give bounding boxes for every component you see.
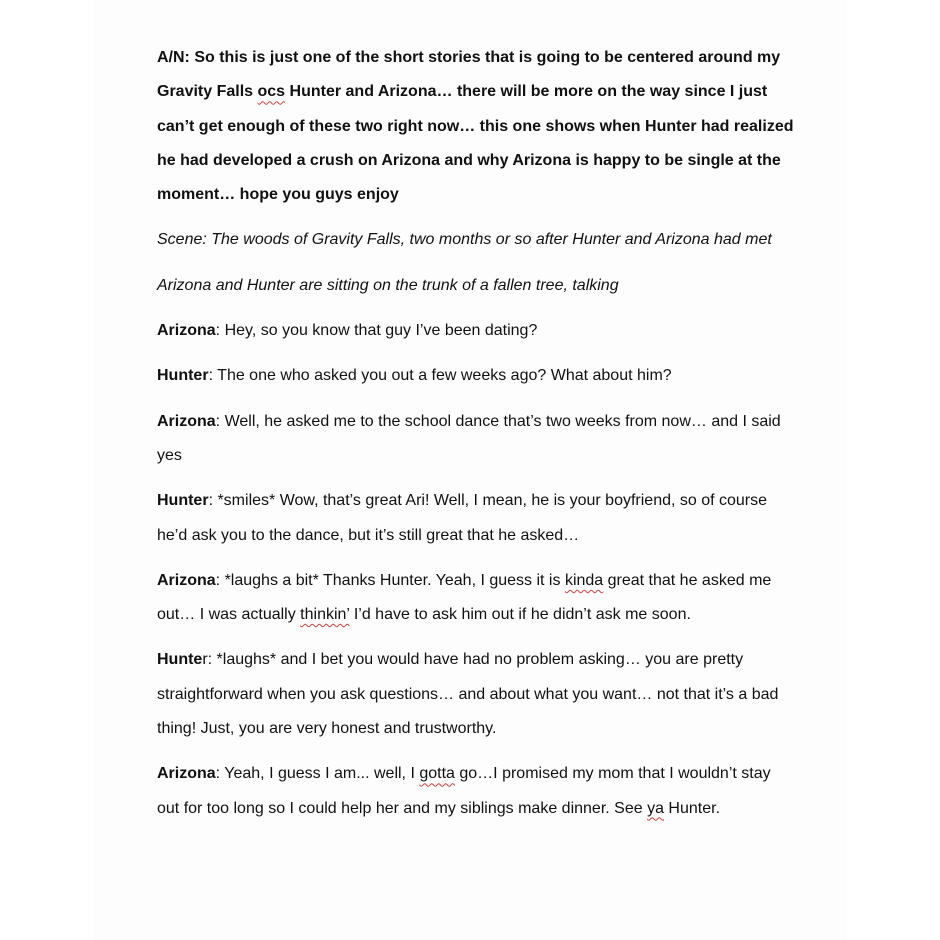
dialogue-text: : Well, he asked me to the school dance that’s two weeks from now… and I said yes bbox=[157, 412, 781, 464]
speaker-name: Hunter bbox=[157, 367, 209, 385]
speaker-name: Hunter bbox=[157, 492, 209, 510]
spellcheck-word[interactable]: gotta bbox=[419, 765, 455, 783]
dialogue-text: go…I promised my mom that I wouldn’t stay out for too long so I could help her and my siblings make dinner. See bbox=[157, 765, 771, 817]
spellcheck-word[interactable]: kinda bbox=[564, 571, 604, 589]
speaker-name: Arizona bbox=[157, 322, 216, 340]
dialogue-line bbox=[157, 484, 797, 553]
document-body bbox=[157, 41, 797, 837]
dialogue-text: : Yeah, I guess I am... well, I bbox=[215, 765, 420, 783]
dialogue-text: : *smiles* Wow, that’s great Ari! Well, I mean, he is your boyfriend, so of course he’d ask you to the dance, but it’s still great that he asked… bbox=[157, 492, 768, 544]
authors-note bbox=[157, 41, 797, 212]
action-description: Arizona and Hunter are sitting on the trunk of a fallen tree, talking bbox=[157, 276, 619, 294]
speaker-name: Arizona bbox=[157, 765, 216, 783]
dialogue-text: : Hey, so you know that guy I’ve been dating? bbox=[215, 322, 538, 340]
speaker-name: Arizona bbox=[157, 571, 216, 589]
scene-description: Scene: The woods of Gravity Falls, two months or so after Hunter and Arizona had met bbox=[157, 231, 772, 249]
speaker-name-rest: r bbox=[202, 651, 208, 669]
authors-note-text-cont: Hunter and Arizona… there will be more on the way since I just can’t get enough of these two right now… this one shows when Hunter had realized he had developed a crush on Arizona and why Arizona is happy to be single at the moment… hope you guys enjoy bbox=[157, 83, 794, 204]
dialogue-line bbox=[157, 405, 797, 474]
dialogue-line bbox=[157, 564, 797, 633]
dialogue-text: Hunter. bbox=[663, 799, 721, 817]
speaker-name: Arizona bbox=[157, 412, 216, 430]
dialogue-line bbox=[157, 643, 797, 746]
dialogue-line bbox=[157, 314, 797, 348]
dialogue-line bbox=[157, 359, 797, 393]
dialogue-text: : The one who asked you out a few weeks ago? What about him? bbox=[208, 367, 672, 385]
spellcheck-word[interactable]: ocs bbox=[257, 83, 286, 101]
dialogue-text: great that he asked me out… I was actually bbox=[157, 571, 772, 624]
spellcheck-word[interactable]: thinkin’ bbox=[300, 606, 350, 624]
spellcheck-word[interactable]: ya bbox=[647, 799, 664, 817]
dialogue-text: I’d have to ask him out if he didn’t ask me soon. bbox=[349, 606, 691, 624]
speaker-name: Hunte bbox=[157, 651, 203, 669]
authors-note-text: A/N: So this is just one of the short stories that is going to be centered around my Gravity Falls bbox=[157, 49, 781, 101]
dialogue-text: : *laughs a bit* Thanks Hunter. Yeah, I guess it is bbox=[215, 571, 565, 589]
dialogue-line bbox=[157, 757, 797, 826]
dialogue-text: : *laughs* and I bet you would have had no problem asking… you are pretty straightforward when you ask questions… and about what you want… not that it’s a bad thing! Just, you are very honest and trustworthy. bbox=[157, 651, 779, 738]
